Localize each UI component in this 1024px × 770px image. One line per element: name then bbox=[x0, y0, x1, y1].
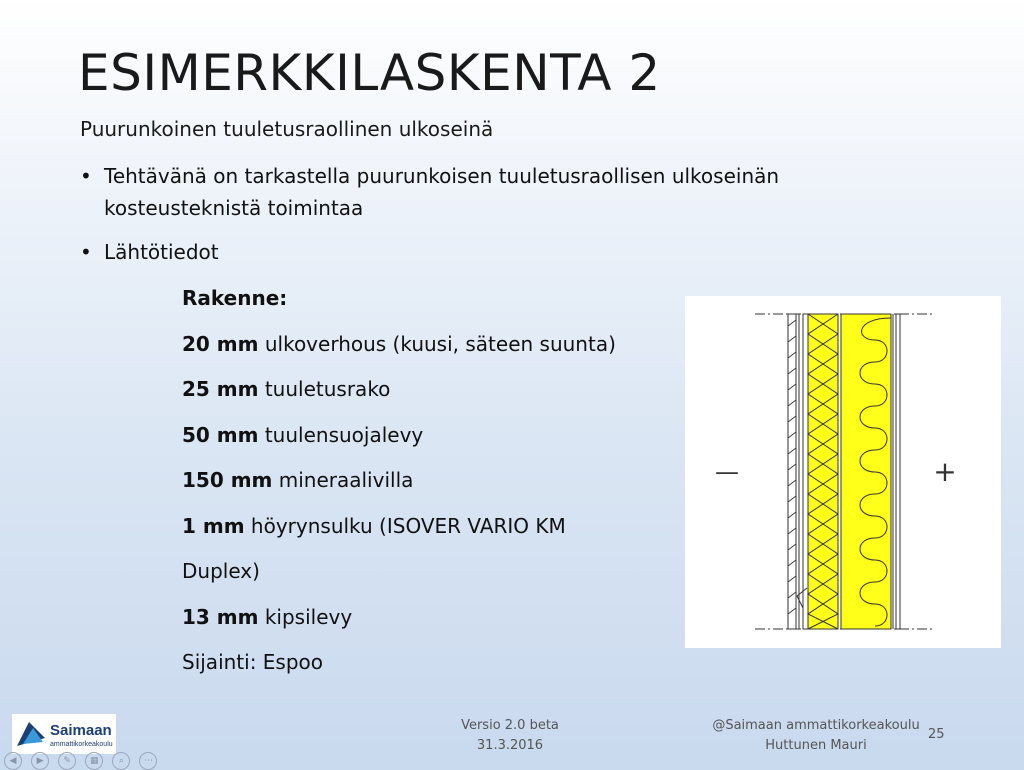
layer-desc: tuuletusrako bbox=[264, 377, 391, 401]
layer-row bbox=[182, 510, 616, 556]
layer-row bbox=[182, 464, 616, 510]
bullet-dot: • bbox=[80, 240, 92, 264]
more-icon[interactable]: ⋯ bbox=[139, 752, 157, 770]
layer-row bbox=[182, 419, 616, 465]
layer-desc: höyrynsulku (ISOVER VARIO KM bbox=[250, 513, 566, 538]
bullet-text: Lähtötiedot bbox=[104, 240, 219, 264]
gypsum-board bbox=[896, 314, 900, 629]
mineral-wool-layer bbox=[841, 314, 891, 629]
outside-minus-sign: — bbox=[715, 458, 739, 486]
logo-name: Saimaan bbox=[50, 722, 112, 739]
pen-icon[interactable]: ✎ bbox=[58, 752, 76, 770]
bullet-task bbox=[80, 160, 900, 224]
layer-desc: Duplex) bbox=[182, 559, 260, 583]
structure-list bbox=[182, 282, 616, 692]
layer-desc: ulkoverhous (kuusi, säteen suunta) bbox=[264, 331, 616, 356]
next-slide-icon[interactable]: ▶ bbox=[31, 752, 49, 770]
footer-author: Huttunen Mauri bbox=[765, 738, 867, 753]
layer-thickness: 25 mm bbox=[182, 377, 259, 401]
layer-desc: mineraalivilla bbox=[278, 468, 414, 492]
layer-row-continuation bbox=[182, 555, 616, 601]
layer-row bbox=[182, 328, 616, 374]
slides-icon[interactable]: ▦ bbox=[85, 752, 103, 770]
bullet-dot: • bbox=[80, 164, 92, 188]
location: Sijainti: Espoo bbox=[182, 650, 324, 674]
slide-title: ESIMERKKILASKENTA 2 bbox=[78, 44, 661, 102]
slideshow-nav-controls bbox=[0, 748, 170, 770]
bullet-initial-data bbox=[80, 236, 219, 268]
layer-desc: kipsilevy bbox=[264, 604, 353, 629]
layer-thickness: 20 mm bbox=[182, 331, 259, 356]
previous-slide-icon[interactable]: ◀ bbox=[4, 752, 22, 770]
footer-date: 31.3.2016 bbox=[476, 738, 544, 753]
wall-section-svg bbox=[685, 296, 1001, 648]
footer-version: Versio 2.0 beta bbox=[461, 718, 559, 733]
structure-heading: Rakenne: bbox=[182, 286, 288, 310]
bullet-text: Tehtävänä on tarkastella puurunkoisen tuuletusraollisen ulkoseinän kosteusteknistä toimintaa bbox=[104, 164, 780, 220]
logo-mark-icon bbox=[15, 718, 47, 750]
layer-thickness: 50 mm bbox=[182, 422, 259, 447]
cladding-layer bbox=[788, 314, 796, 629]
layer-thickness: 1 mm bbox=[182, 513, 245, 538]
slide-subtitle: Puurunkoinen tuuletusraollinen ulkoseinä bbox=[80, 117, 494, 141]
layer-row bbox=[182, 373, 616, 419]
footer-author-block bbox=[700, 716, 932, 756]
wall-section-diagram bbox=[685, 296, 1001, 648]
layer-row bbox=[182, 601, 616, 647]
logo-subtext: ammattikorkeakoulu bbox=[50, 741, 113, 748]
layer-thickness: 150 mm bbox=[182, 468, 273, 492]
inside-plus-sign: + bbox=[933, 455, 957, 488]
page-number: 25 bbox=[928, 727, 945, 742]
zoom-icon[interactable]: ⌕ bbox=[112, 752, 130, 770]
footer-org: @Saimaan ammattikorkeakoulu bbox=[712, 718, 920, 733]
layer-thickness: 13 mm bbox=[182, 604, 259, 629]
wind-barrier-board bbox=[803, 314, 808, 629]
footer-version-block bbox=[440, 716, 580, 756]
layer-desc: tuulensuojalevy bbox=[264, 422, 424, 447]
